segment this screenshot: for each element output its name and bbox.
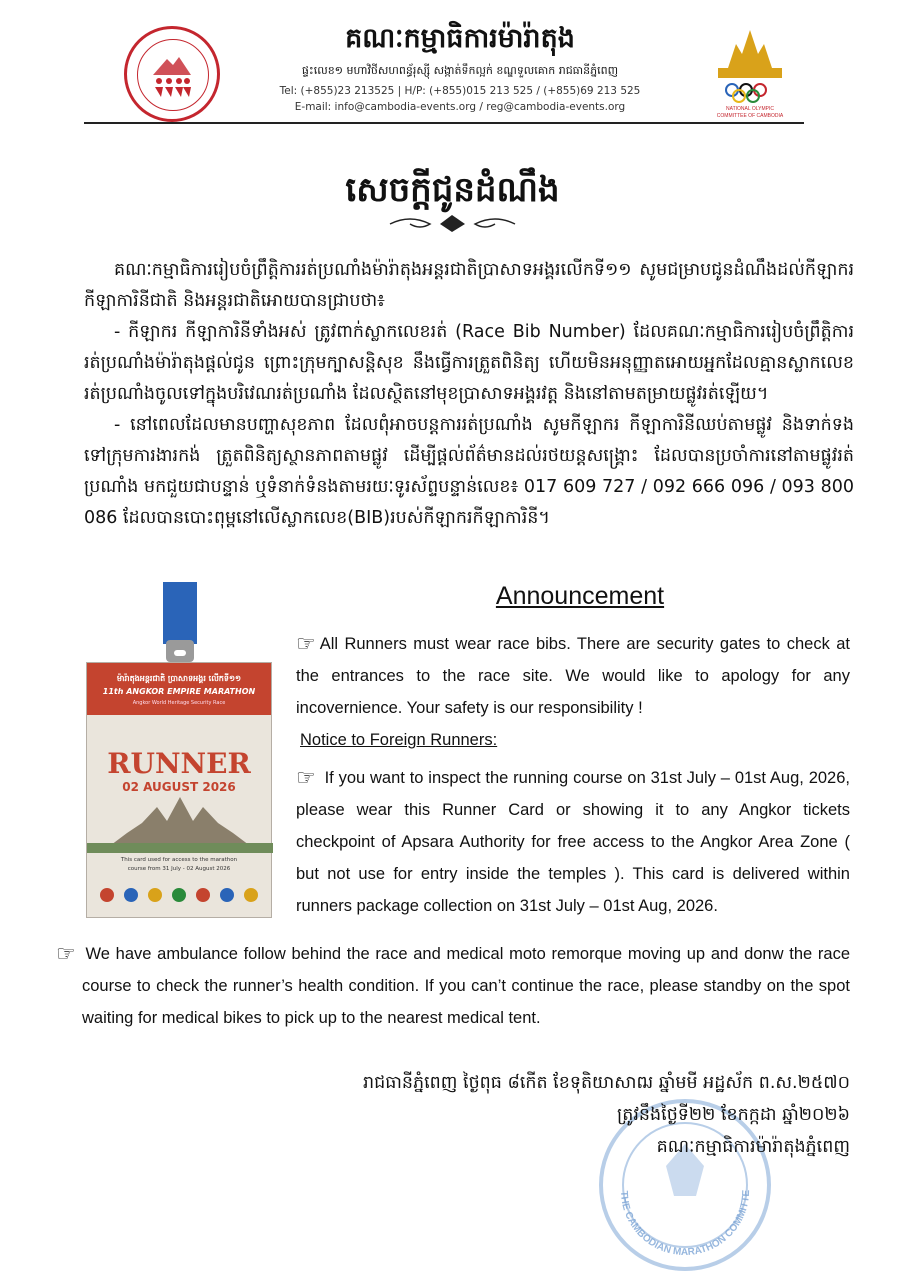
khmer-point-2: - នៅពេលដែលមានបញ្ហាសុខភាព ដែលពុំអាចបន្តការរត់ប្រណាំង សូមកីឡាករ កីឡាការិនីឈប់តាមផ្លូវ និងទាក់ទងទៅក្រុមការងារកង់ ត្រួតពិនិត្យស្ថានភាពតាមផ្លូវ ដើម្បីផ្តល់ព័ត៌មានដល់រថយន្តសង្គ្រោះ ដែលបានប្រចាំការនៅតាមផ្លូវរត់ប្រណាំង មកជួយជាបន្ទាន់ ឬទំនាក់ទំនងតាមរយៈទូរស័ព្ទបន្ទាន់លេខ៖ 017 609 727 / 092 666 096 / 093 800 086 ដែលបានបោះពុម្ពនៅលើស្លាកលេខ(BIB)របស់កីឡាករកីឡាការិនី។ (84, 415, 854, 528)
document-title: សេចក្តីជូនដំណឹង (345, 170, 560, 210)
badge-subtitle: Angkor World Heritage Security Race (132, 700, 226, 706)
angkor-wat-illustration (87, 793, 273, 853)
signatory: គណៈកម្មាធិការម៉ារ៉ាតុងភ្នំពេញ (656, 1137, 850, 1157)
announcement-para-2: ☞ If you want to inspect the running course on 31st July – 01st Aug, 2026, please wear this Runner Card or showing it to any Angkor tickets checkpoint of Apsara Authority for free access to the Angkor Area Zone ( but not use for entry inside the temples ). This card is delivered within runners package collection on 31st July – 01st Aug, 2026. (296, 765, 850, 915)
badge-khmer-title: ម៉ារ៉ាតុងអន្តរជាតិ ប្រាសាទអង្គរ លើកទី១១ (116, 674, 242, 683)
announcement-heading: Announcement (495, 582, 665, 610)
olympic-caption-2: COMMITTEE OF CAMBODIA (716, 113, 784, 119)
announcement-block (296, 628, 850, 922)
khmer-intro: គណៈកម្មាធិការរៀបចំព្រឹត្តិការរត់ប្រណាំងម៉ារ៉ាតុងអន្តរជាតិប្រាសាទអង្គរលើកទី១១ សូមជម្រាបជូនដំណឹងដល់កីឡាករ កីឡាការិនីជាតិ និងអន្តរជាតិអោយបានជ្រាបថា៖ (84, 260, 854, 311)
date-line-gregorian: ត្រូវនឹងថ្ងៃទី២២ ខែកក្កដា ឆ្នាំ២០២៦ (617, 1105, 850, 1125)
badge-note-2: course from 31 July - 02 August 2026 (127, 866, 231, 872)
badge-runner-label: RUNNER (107, 747, 251, 780)
marathon-committee-logo (124, 26, 220, 122)
ornament-divider (380, 212, 525, 234)
stamp-text: THE CAMBODIAN MARATHON COMMITTE (617, 1189, 753, 1259)
runner-card (86, 662, 272, 918)
runners-emblem (127, 29, 217, 119)
date-line-lunar: រាជធានីភ្នំពេញ ថ្ងៃពុធ ៨កើត ខែទុតិយាសាឍ ឆ្នាំមមី អដ្ឋស័ក ព.ស.២៥៧០ (363, 1073, 850, 1093)
khmer-body (84, 255, 854, 534)
pointing-hand-icon: ☞ (296, 765, 316, 790)
pointing-hand-icon: ☞ (56, 941, 76, 966)
badge-date: 02 AUGUST 2026 (122, 780, 236, 794)
announcement-para-3: ☞ We have ambulance follow behind the race and medical moto remorque moving up and donw the race course to check the runner’s health condition. If you can’t continue the race, please standby on the spot waiting for medical bikes to pick up to the nearest medical tent. (56, 941, 850, 1027)
olympic-committee-logo (702, 24, 798, 120)
header-divider (84, 122, 804, 124)
lanyard (163, 582, 197, 644)
olympic-caption-1: NATIONAL OLYMPIC (726, 106, 774, 112)
badge-note-1: This card used for access to the marathon (120, 857, 238, 863)
khmer-point-1: - កីឡាករ កីឡាការិនីទាំងអស់ ត្រូវពាក់ស្លាកលេខរត់ (Race Bib Number) ដែលគណៈកម្មាធិការរៀបចំព្រឹត្តិការរត់ប្រណាំងម៉ារ៉ាតុងផ្តល់ជូន ព្រោះក្រុមក្បាសន្តិសុខ នឹងធ្វើការត្រួតពិនិត្យ ហើយមិនអនុញ្ញាតអោយអ្នកដែលគ្មានស្លាកលេខរត់ប្រណាំងចូលទៅក្នុងបរិវេណរត់ប្រណាំង ដែលស្ថិតនៅមុខប្រាសាទអង្គរវត្ត និងនៅតាមតម្រាយផ្លូវរត់ឡើយ។ (84, 322, 854, 404)
org-email: E-mail: info@cambodia-events.org / reg@cambodia-events.org (294, 101, 626, 113)
notice-heading: Notice to Foreign Runners: (300, 731, 498, 749)
org-name: គណៈកម្មាធិការម៉ារ៉ាតុង (345, 23, 575, 54)
org-tel: Tel: (+855)23 213525 | H/P: (+855)015 213 525 / (+855)69 213 525 (279, 85, 641, 97)
pointing-hand-icon: ☞ (296, 631, 316, 656)
announcement-para-1: ☞ All Runners must wear race bibs. There are security gates to check at the entrances to the race site. We would like to apology for any incovernience. Your safety is our responsibility ! (296, 631, 850, 717)
badge-event-title: 11th ANGKOR EMPIRE MARATHON (102, 687, 256, 696)
announcement-para-3-block (56, 938, 850, 1034)
org-address: ផ្ទះលេខ១ មហាវិថីសហពន្ធ័រុស្ស៊ី សង្កាត់ទឹកល្អក់ ខណ្ឌទួលគោក រាជធានីភ្នំពេញ (301, 64, 619, 77)
sponsor-logos (87, 883, 271, 907)
